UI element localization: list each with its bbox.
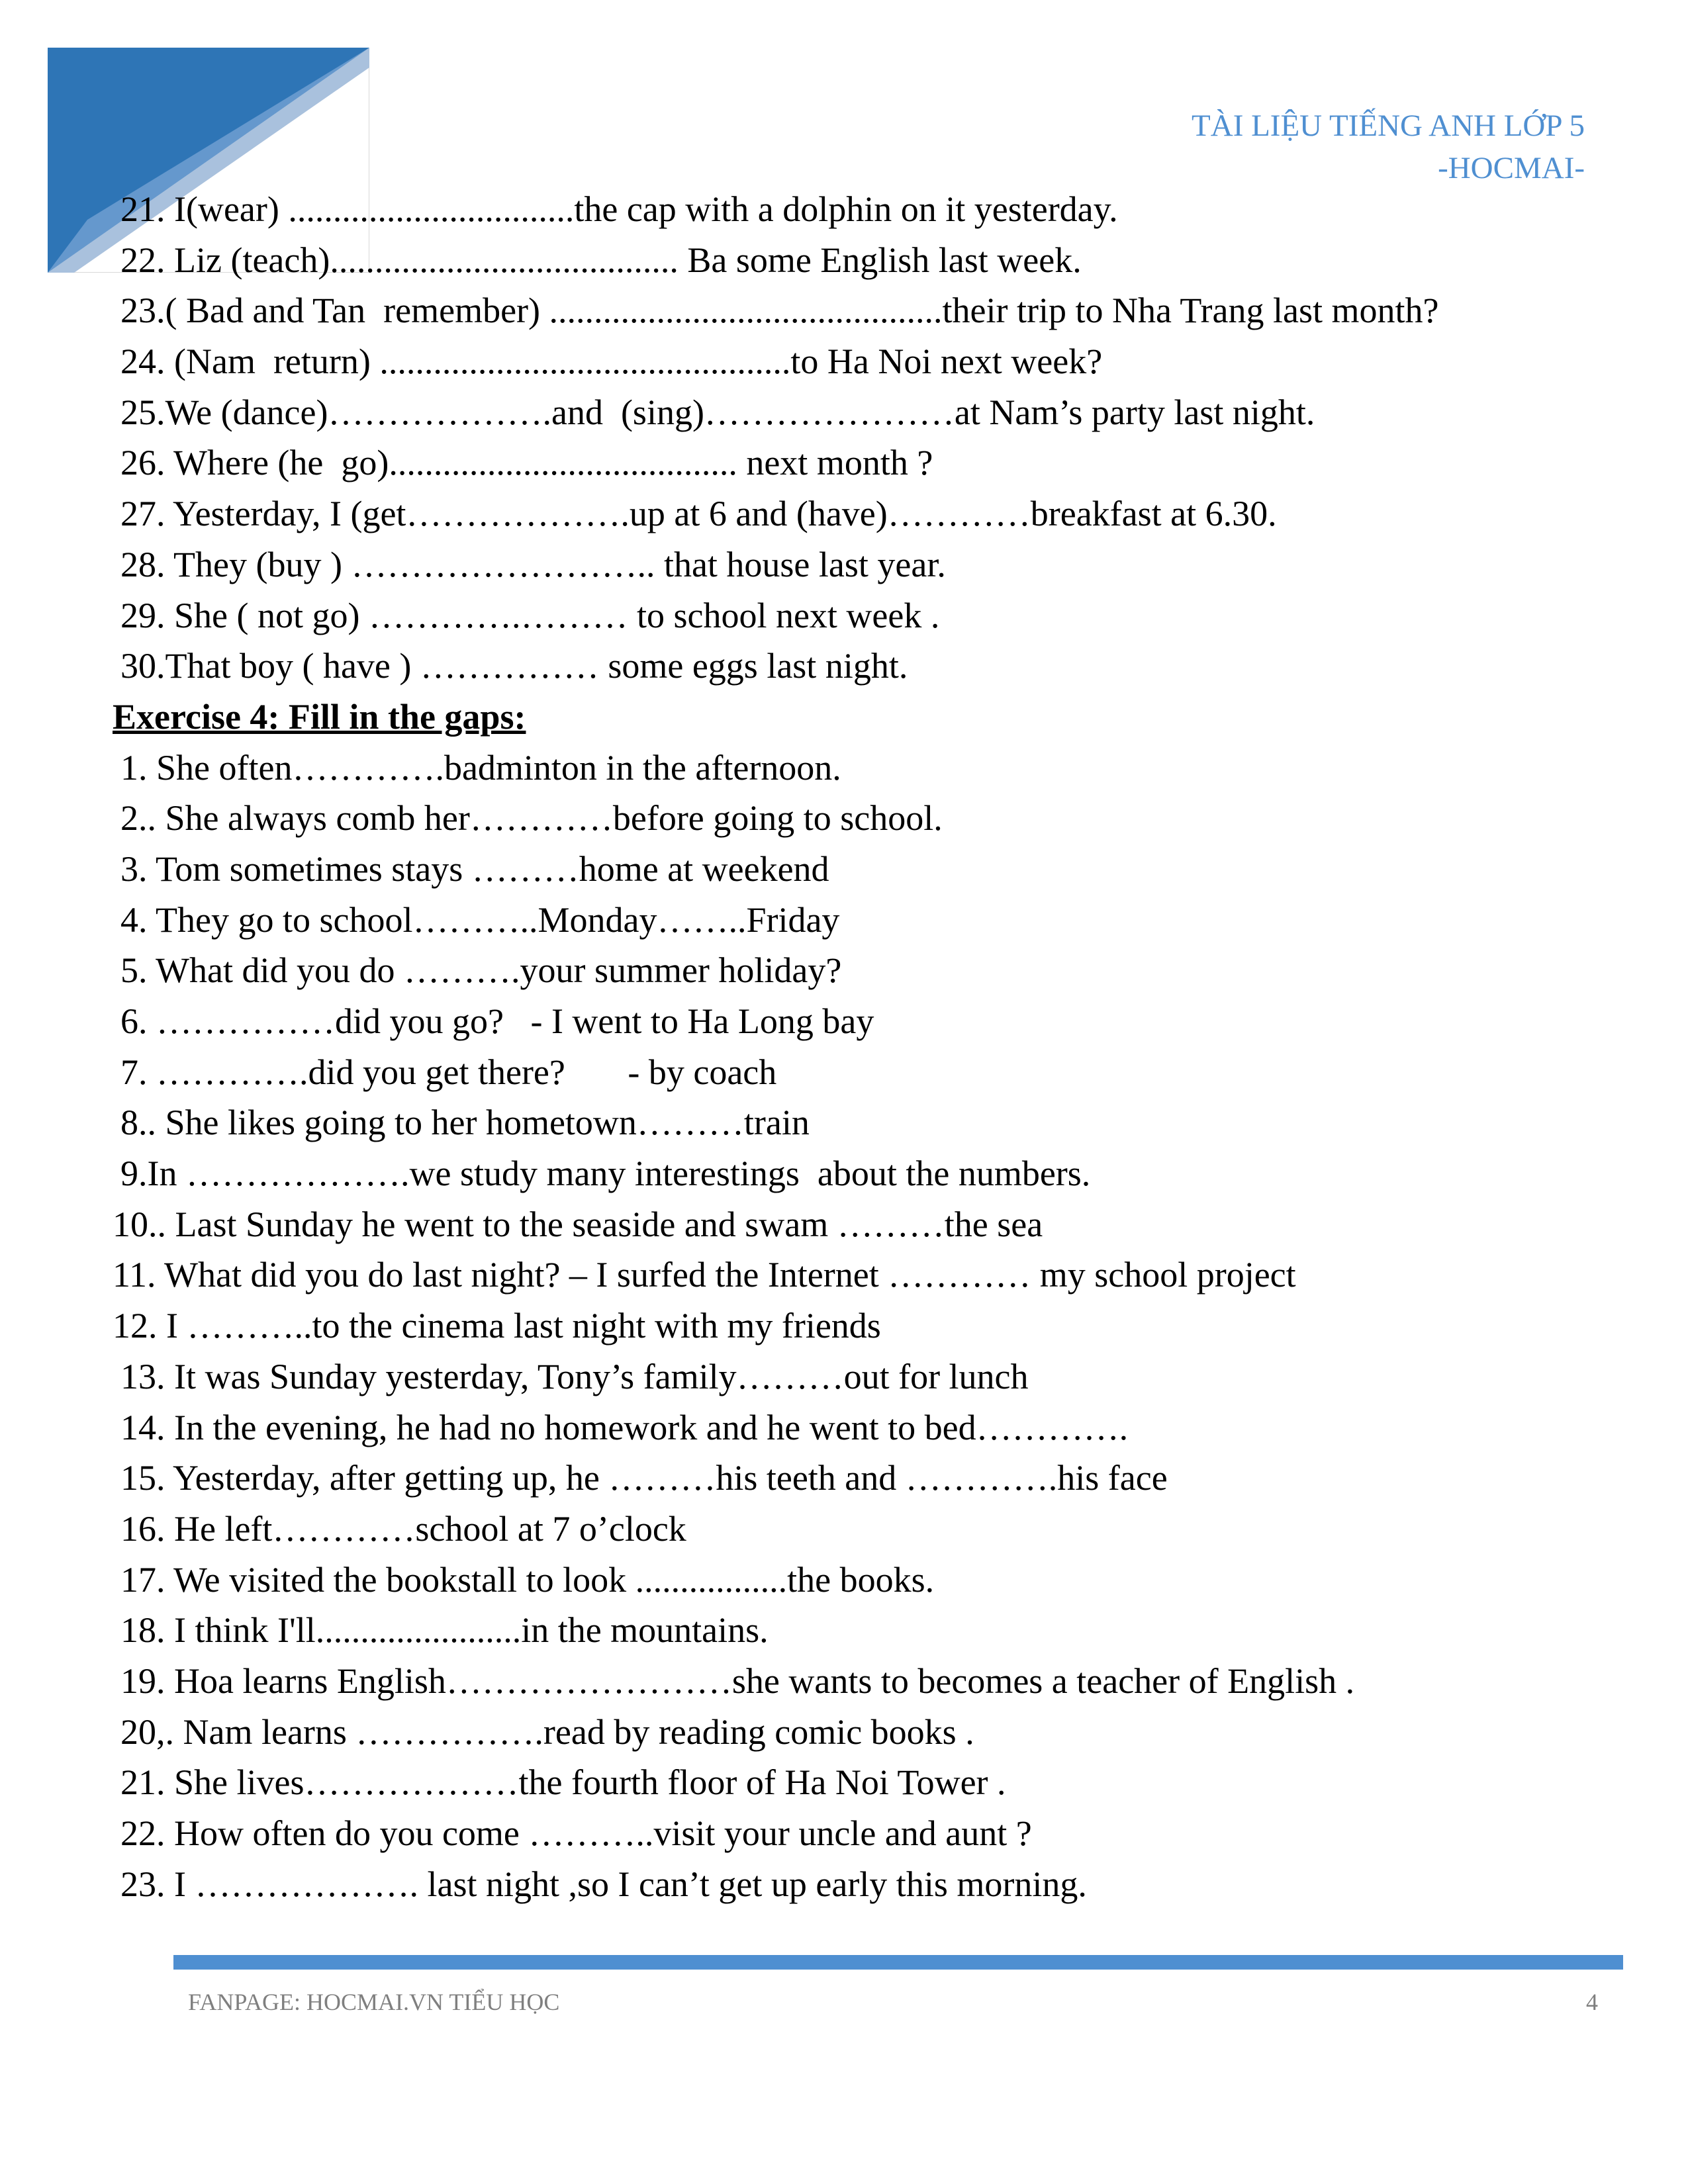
exercise4-heading: Exercise 4: Fill in the gaps: bbox=[113, 696, 526, 737]
exercise4-item-10: 10.. Last Sunday he went to the seaside and swam ………the sea bbox=[113, 1204, 1043, 1244]
exercise4-item-19: 19. Hoa learns English……………………she wants to becomes a teacher of English . bbox=[120, 1661, 1355, 1701]
exercise4-item-9: 9.In ……………….we study many interestings about the numbers. bbox=[120, 1154, 1091, 1194]
exercise4-item-8: 8.. She likes going to her hometown………train bbox=[120, 1103, 810, 1143]
exercise3-item-25: 25.We (dance)……………….and (sing)…………………at Nam’s party last night. bbox=[120, 392, 1315, 432]
exercise3-item-21: 21. I(wear) ................................the cap with a dolphin on it yesterday. bbox=[120, 189, 1118, 229]
worksheet-content bbox=[113, 184, 1575, 1909]
exercise4-item-14: 14. In the evening, he had no homework and he went to bed…………. bbox=[120, 1407, 1129, 1447]
exercise3-item-26: 26. Where (he go)....................................... next month ? bbox=[120, 443, 933, 483]
exercise3-item-24: 24. (Nam return) ..............................................to Ha Noi next week? bbox=[120, 341, 1103, 382]
exercise4-item-16: 16. He left…………school at 7 o’clock bbox=[120, 1508, 686, 1549]
exercise4-item-4: 4. They go to school………..Monday……..Friday bbox=[120, 899, 840, 940]
exercise3-item-29: 29. She ( not go) ………….……… to school next week . bbox=[120, 595, 940, 635]
exercise4-item-7: 7. ………….did you get there? - by coach bbox=[120, 1052, 777, 1092]
exercise4-item-18: 18. I think I'll.......................in the mountains. bbox=[120, 1610, 769, 1651]
exercise4-item-1: 1. She often………….badminton in the afternoon. bbox=[120, 747, 841, 788]
header-title-line1: TÀI LIỆU TIẾNG ANH LỚP 5 bbox=[1192, 109, 1585, 143]
page-number: 4 bbox=[1586, 1989, 1598, 2015]
header-title-line2: -HOCMAI- bbox=[1438, 151, 1585, 185]
exercise4-item-13: 13. It was Sunday yesterday, Tony’s family………out for lunch bbox=[120, 1356, 1029, 1396]
exercise4-item-21: 21. She lives………………the fourth floor of Ha Noi Tower . bbox=[120, 1762, 1006, 1803]
exercise4-item-3: 3. Tom sometimes stays ………home at weekend bbox=[120, 848, 829, 889]
exercise3-item-22: 22. Liz (teach)....................................... Ba some English last week. bbox=[120, 240, 1082, 280]
exercise3-item-27: 27. Yesterday, I (get……………….up at 6 and (have)…………breakfast at 6.30. bbox=[120, 494, 1277, 534]
exercise3-item-30: 30.That boy ( have ) …………… some eggs last night. bbox=[120, 646, 908, 686]
exercise4-item-22: 22. How often do you come ………..visit your uncle and aunt ? bbox=[120, 1813, 1032, 1853]
exercise4-item-23: 23. I ………………. last night ,so I can’t get up early this morning. bbox=[120, 1864, 1087, 1904]
exercise3-item-28: 28. They (buy ) …………………….. that house last year. bbox=[120, 544, 946, 584]
exercise4-item-5: 5. What did you do ……….your summer holiday? bbox=[120, 950, 842, 991]
footer-fanpage: FANPAGE: HOCMAI.VN TIỂU HỌC bbox=[188, 1989, 560, 2015]
footer-divider bbox=[173, 1955, 1623, 1970]
document-header bbox=[1192, 105, 1585, 189]
exercise4-item-20: 20,. Nam learns …………….read by reading comic books . bbox=[120, 1711, 974, 1752]
exercise4-item-12: 12. I ………..to the cinema last night with my friends bbox=[113, 1306, 881, 1346]
exercise4-item-6: 6. ……………did you go? - I went to Ha Long bay bbox=[120, 1001, 874, 1041]
exercise4-item-15: 15. Yesterday, after getting up, he ………his teeth and ………….his face bbox=[120, 1458, 1168, 1498]
exercise4-item-17: 17. We visited the bookstall to look .................the books. bbox=[120, 1559, 935, 1600]
exercise4-item-2: 2.. She always comb her…………before going to school. bbox=[120, 798, 943, 839]
exercise3-item-23: 23.( Bad and Tan remember) ............................................their trip to Nha Trang last month? bbox=[120, 291, 1439, 331]
exercise4-item-11: 11. What did you do last night? – I surfed the Internet ………… my school project bbox=[113, 1255, 1296, 1295]
